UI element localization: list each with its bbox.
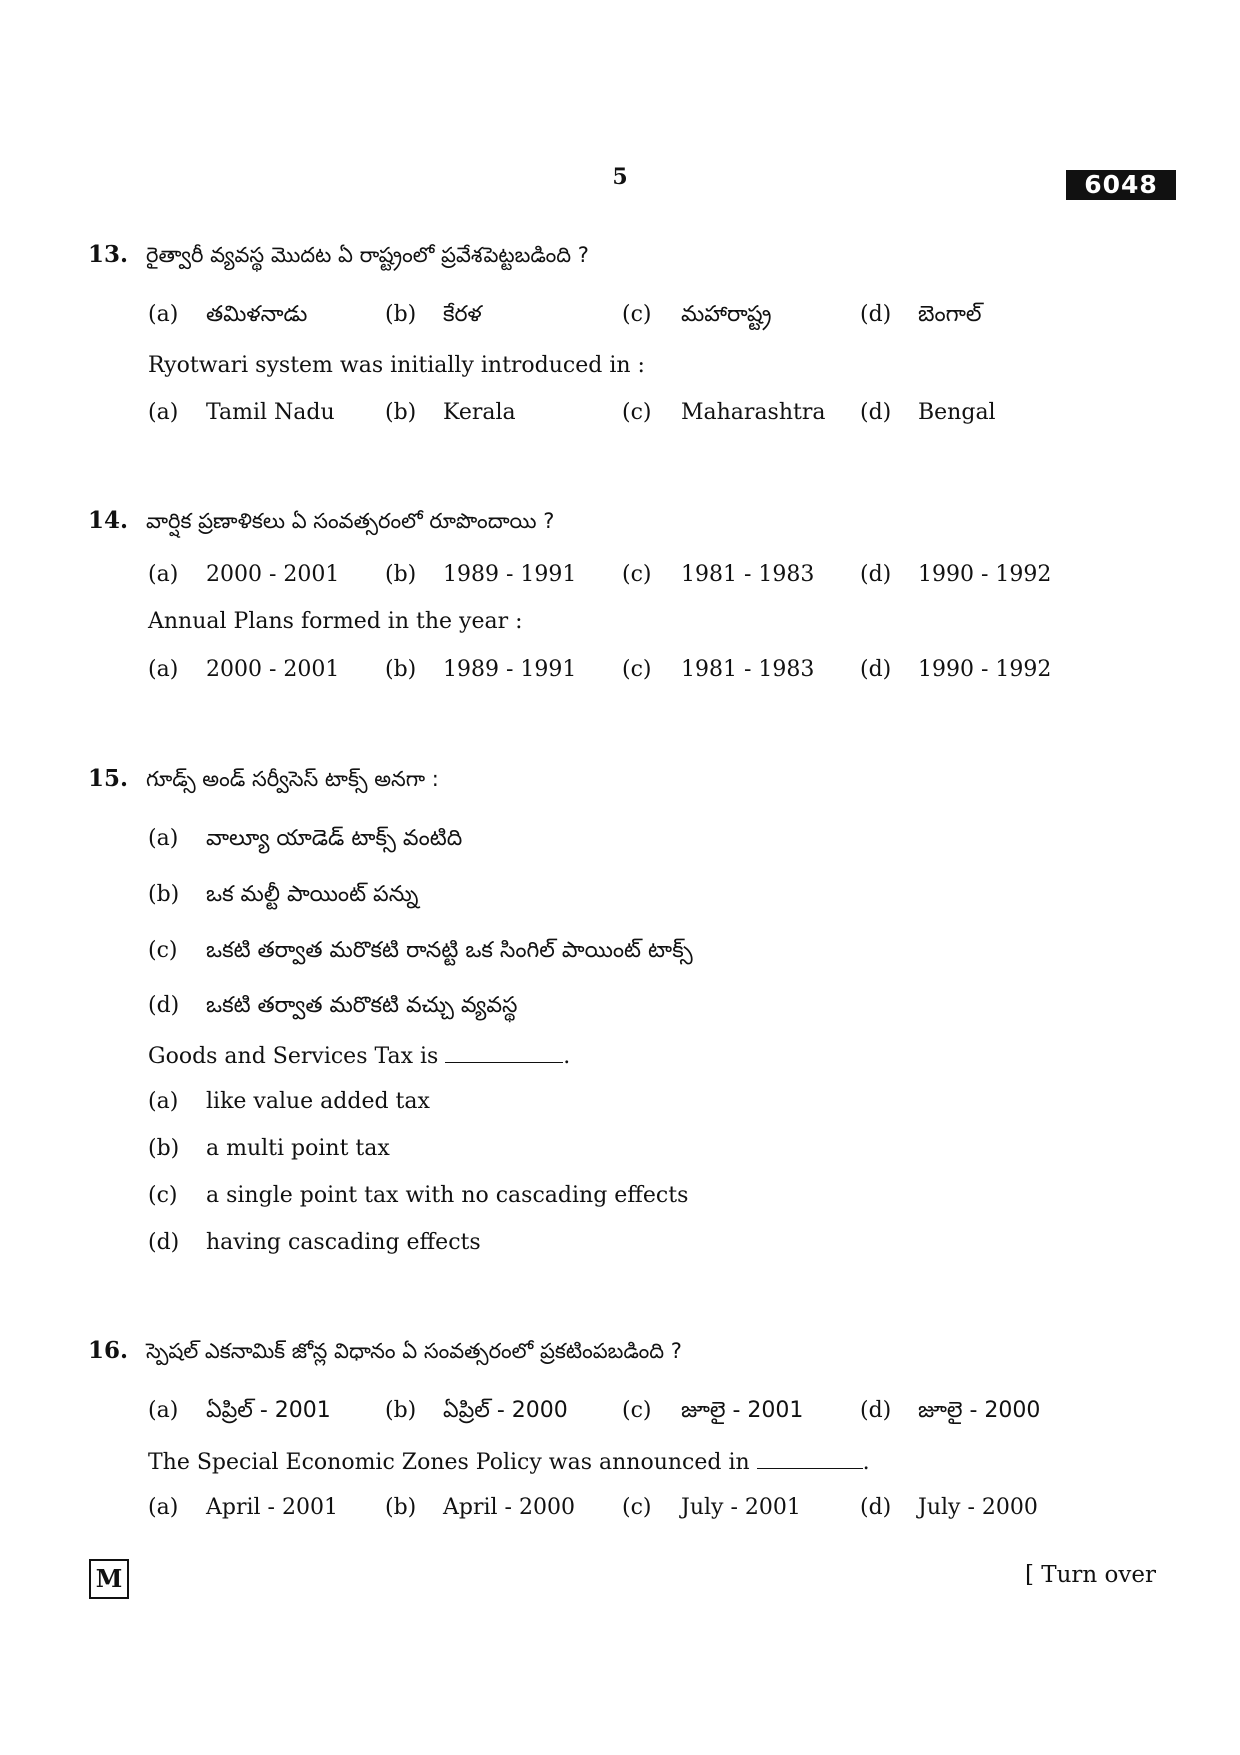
option-text-english: Tamil Nadu bbox=[206, 400, 335, 425]
question-text-telugu: గూడ్స్ అండ్ సర్వీసెస్ టాక్స్ అనగా : bbox=[146, 767, 439, 791]
question-text-telugu: వార్షిక ప్రణాళికలు ఏ సంవత్సరంలో రూపొందాయి ? bbox=[146, 509, 555, 533]
option-text-telugu: తమిళనాడు bbox=[206, 302, 308, 327]
paper-code-badge: 6048 bbox=[1066, 170, 1176, 200]
option-label: (c) bbox=[622, 1495, 652, 1520]
medium-mark: M bbox=[89, 1559, 129, 1599]
turn-over-note: [ Turn over bbox=[1024, 1562, 1156, 1588]
option-text-english: 1990 - 1992 bbox=[918, 657, 1052, 682]
option-text: 1989 - 1991 bbox=[443, 562, 577, 587]
option-label: (b) bbox=[385, 1398, 417, 1423]
option-text-english: a single point tax with no cascading effects bbox=[206, 1183, 689, 1208]
option-text-telugu: ఏప్రిల్ - 2000 bbox=[443, 1398, 568, 1423]
question-number: 16. bbox=[88, 1337, 129, 1364]
question-text: The Special Economic Zones Policy was announced in bbox=[148, 1450, 750, 1475]
option-label: (a) bbox=[148, 826, 179, 851]
option-label: (c) bbox=[622, 657, 652, 682]
option-text-english: 1981 - 1983 bbox=[681, 657, 815, 682]
option-label: (b) bbox=[385, 400, 417, 425]
option-label: (a) bbox=[148, 1495, 179, 1520]
option-text-telugu: మహారాష్ట్ర bbox=[681, 302, 772, 327]
option-label: (c) bbox=[148, 938, 178, 963]
option-text-telugu: జూలై - 2000 bbox=[918, 1398, 1041, 1423]
option-label: (b) bbox=[385, 302, 417, 327]
option-text-telugu: ఒకటి తర్వాత మరొకటి వచ్చు వ్యవస్థ bbox=[206, 993, 518, 1018]
question-text-telugu: రైత్వారీ వ్యవస్థ మొదట ఏ రాష్ట్రంలో ప్రవేశపెట్టబడింది ? bbox=[146, 243, 589, 267]
question-text-english: Goods and Services Tax is . bbox=[148, 1040, 570, 1072]
option-text-telugu: జూలై - 2001 bbox=[681, 1398, 804, 1423]
option-text-english: April - 2001 bbox=[206, 1495, 338, 1520]
option-label: (a) bbox=[148, 302, 179, 327]
option-text-english: having cascading effects bbox=[206, 1230, 481, 1255]
option-label: (a) bbox=[148, 400, 179, 425]
option-text-telugu: ఒకటి తర్వాత మరొకటి రానట్టి ఒక సింగిల్ పాయింట్ టాక్స్ bbox=[206, 938, 693, 963]
option-label: (a) bbox=[148, 657, 179, 682]
option-label: (a) bbox=[148, 1089, 179, 1114]
answer-blank bbox=[445, 1040, 563, 1063]
option-text-english: July - 2001 bbox=[681, 1495, 801, 1520]
option-label: (d) bbox=[148, 1230, 180, 1255]
option-label: (d) bbox=[860, 302, 892, 327]
option-label: (b) bbox=[385, 1495, 417, 1520]
option-text-english: 2000 - 2001 bbox=[206, 657, 340, 682]
option-label: (c) bbox=[148, 1183, 178, 1208]
option-text-english: like value added tax bbox=[206, 1089, 430, 1114]
option-label: (c) bbox=[622, 302, 652, 327]
option-label: (a) bbox=[148, 1398, 179, 1423]
option-label: (d) bbox=[860, 400, 892, 425]
option-text-english: April - 2000 bbox=[443, 1495, 575, 1520]
option-text-english: 1989 - 1991 bbox=[443, 657, 577, 682]
option-label: (d) bbox=[860, 562, 892, 587]
option-text-english: a multi point tax bbox=[206, 1136, 390, 1161]
option-text-english: Kerala bbox=[443, 400, 516, 425]
option-label: (d) bbox=[860, 657, 892, 682]
option-label: (b) bbox=[385, 562, 417, 587]
question-text-english: The Special Economic Zones Policy was announced in . bbox=[148, 1446, 870, 1478]
option-label: (c) bbox=[622, 1398, 652, 1423]
option-text-telugu: ఏప్రిల్ - 2001 bbox=[206, 1398, 331, 1423]
option-text: 1990 - 1992 bbox=[918, 562, 1052, 587]
option-text-telugu: వాల్యూ యాడెడ్ టాక్స్ వంటిది bbox=[206, 826, 463, 851]
option-text-telugu: కేరళ bbox=[443, 302, 482, 327]
option-label: (d) bbox=[860, 1398, 892, 1423]
option-label: (b) bbox=[148, 882, 180, 907]
option-label: (c) bbox=[622, 400, 652, 425]
option-label: (d) bbox=[148, 993, 180, 1018]
option-text-english: Bengal bbox=[918, 400, 996, 425]
question-text-english: Annual Plans formed in the year : bbox=[148, 609, 523, 634]
question-number: 14. bbox=[88, 507, 129, 534]
option-label: (b) bbox=[148, 1136, 180, 1161]
question-text-telugu: స్పెషల్ ఎకనామిక్ జోన్ల విధానం ఏ సంవత్సరంలో ప్రకటింపబడింది ? bbox=[146, 1339, 682, 1363]
option-text: 1981 - 1983 bbox=[681, 562, 815, 587]
question-text: Goods and Services Tax is bbox=[148, 1044, 439, 1069]
question-number: 15. bbox=[88, 765, 129, 792]
option-text-telugu: ఒక మల్టీ పాయింట్ పన్ను bbox=[206, 882, 419, 907]
option-label: (d) bbox=[860, 1495, 892, 1520]
answer-blank bbox=[757, 1446, 863, 1469]
option-label: (c) bbox=[622, 562, 652, 587]
option-label: (b) bbox=[385, 657, 417, 682]
option-label: (a) bbox=[148, 562, 179, 587]
question-text-english: Ryotwari system was initially introduced in : bbox=[148, 353, 645, 378]
option-text-english: Maharashtra bbox=[681, 400, 826, 425]
question-number: 13. bbox=[88, 241, 129, 268]
option-text-telugu: బెంగాల్ bbox=[918, 302, 982, 327]
page-number: 5 bbox=[612, 164, 628, 190]
option-text-english: July - 2000 bbox=[918, 1495, 1038, 1520]
option-text: 2000 - 2001 bbox=[206, 562, 340, 587]
